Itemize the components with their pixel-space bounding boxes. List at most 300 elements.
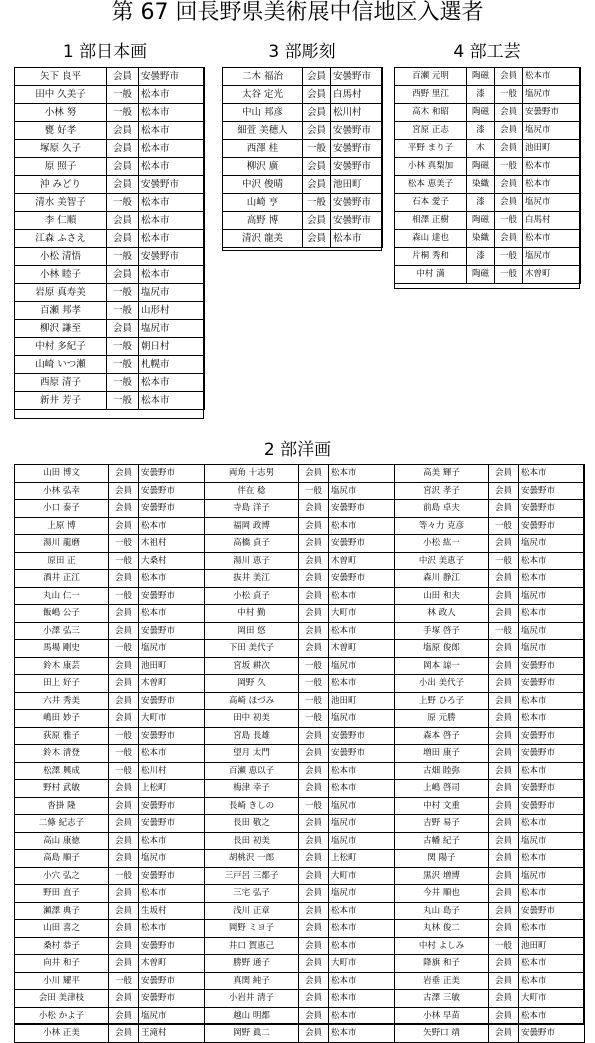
table-row	[15, 500, 205, 518]
name-cell: 田中 久美子	[15, 86, 107, 104]
city-cell: 白馬村	[523, 212, 581, 230]
table-row	[205, 955, 395, 973]
name-cell: 中村 勤	[205, 605, 299, 623]
status-cell: 会員	[489, 990, 519, 1008]
table-row	[205, 902, 395, 920]
name-cell: 鈴木 康芸	[15, 657, 109, 675]
status-cell: 会員	[489, 832, 519, 850]
name-cell: 宮原 正志	[395, 122, 467, 140]
city-cell: 松本市	[331, 230, 383, 248]
name-cell: 小口 泰子	[15, 500, 109, 518]
table-row	[205, 832, 395, 850]
status-cell: 一般	[107, 194, 139, 212]
table-row	[395, 465, 585, 483]
table-row	[395, 104, 581, 122]
city-cell: 塩尻市	[329, 885, 395, 903]
table-row	[395, 885, 585, 903]
status-cell: 会員	[299, 570, 329, 588]
city-cell: 安曇野市	[329, 745, 395, 763]
city-cell: 塩尻市	[523, 194, 581, 212]
table-row	[395, 1007, 585, 1025]
name-cell: 丸山 島子	[395, 902, 489, 920]
city-cell: 松本市	[329, 920, 395, 938]
status-cell: 一般	[109, 745, 139, 763]
name-cell: 清沢 龍美	[223, 230, 303, 248]
city-cell: 松本市	[519, 605, 585, 623]
table-row	[395, 867, 585, 885]
status-cell: 会員	[299, 832, 329, 850]
name-cell: 降旗 和子	[395, 955, 489, 973]
name-cell: 小松 かよ子	[15, 1007, 109, 1025]
table-row	[15, 902, 205, 920]
city-cell: 大町市	[139, 710, 205, 728]
table-row	[223, 230, 383, 248]
status-cell: 会員	[489, 570, 519, 588]
status-cell: 会員	[489, 745, 519, 763]
status-cell: 会員	[495, 104, 523, 122]
name-cell: 下田 美代子	[205, 640, 299, 658]
name-cell: 真関 純子	[205, 972, 299, 990]
category-cell: 木	[467, 140, 495, 158]
name-cell: 勝野 通子	[205, 955, 299, 973]
city-cell: 安曇野市	[331, 158, 383, 176]
table-row	[205, 692, 395, 710]
status-cell: 一般	[107, 104, 139, 122]
table-row	[223, 194, 383, 212]
table-row	[15, 640, 205, 658]
status-cell: 会員	[299, 622, 329, 640]
table-row	[395, 710, 585, 728]
name-cell: 二條 紀志子	[15, 815, 109, 833]
city-cell: 上松町	[139, 780, 205, 798]
city-cell: 松本市	[519, 885, 585, 903]
city-cell: 池田町	[329, 692, 395, 710]
table-row	[15, 832, 205, 850]
name-cell: 前島 卓夫	[395, 500, 489, 518]
name-cell: 森川 静江	[395, 570, 489, 588]
status-cell: 一般	[107, 338, 139, 356]
name-cell: 相澤 正樹	[395, 212, 467, 230]
table-row	[205, 920, 395, 938]
status-cell: 会員	[109, 832, 139, 850]
table-row	[395, 622, 585, 640]
status-cell: 会員	[109, 780, 139, 798]
city-cell: 塩尻市	[523, 86, 581, 104]
city-cell: 松本市	[523, 158, 581, 176]
table-row	[15, 605, 205, 623]
category-cell: 陶磁	[467, 212, 495, 230]
page-title: 第 67 回長野県美術展中信地区入選者	[111, 0, 484, 25]
status-cell: 会員	[303, 68, 331, 86]
status-cell: 会員	[299, 605, 329, 623]
city-cell: 松本市	[519, 972, 585, 990]
name-cell: 小川 耀平	[15, 972, 109, 990]
city-cell: 松本市	[139, 392, 205, 410]
status-cell: 会員	[107, 176, 139, 194]
city-cell: 松本市	[139, 104, 205, 122]
table-row	[395, 955, 585, 973]
table-row	[15, 972, 205, 990]
status-cell: 会員	[299, 587, 329, 605]
name-cell: 沖 みどり	[15, 176, 107, 194]
name-cell: 浅川 正章	[205, 902, 299, 920]
table-row	[395, 815, 585, 833]
city-cell: 安曇野市	[139, 692, 205, 710]
table-row	[223, 104, 383, 122]
city-cell: 安曇野市	[519, 500, 585, 518]
name-cell: 越山 明都	[205, 1007, 299, 1025]
table-row	[15, 937, 205, 955]
status-cell: 会員	[107, 320, 139, 338]
name-cell: 田上 好子	[15, 675, 109, 693]
table-yoga-col1	[14, 464, 205, 1043]
status-cell: 一般	[299, 692, 329, 710]
city-cell: 安曇野市	[331, 194, 383, 212]
name-cell: 中村 多紀子	[15, 338, 107, 356]
name-cell: 増田 康子	[395, 745, 489, 763]
city-cell: 松本市	[519, 710, 585, 728]
table-row	[395, 194, 581, 212]
table-row	[15, 140, 205, 158]
table-row	[15, 284, 205, 302]
name-cell: 百瀬 恵以子	[205, 762, 299, 780]
status-cell: 会員	[299, 535, 329, 553]
name-cell: 馬場 剛史	[15, 640, 109, 658]
name-cell: 岡本 諒一	[395, 657, 489, 675]
table-row	[223, 86, 383, 104]
city-cell: 生坂村	[139, 902, 205, 920]
table-row	[15, 745, 205, 763]
table-row	[205, 937, 395, 955]
table-row	[395, 657, 585, 675]
city-cell: 安曇野市	[139, 482, 205, 500]
name-cell: 岩垂 正美	[395, 972, 489, 990]
table-row	[15, 622, 205, 640]
table-row	[205, 780, 395, 798]
name-cell: 松本 恵美子	[395, 176, 467, 194]
status-cell: 会員	[109, 570, 139, 588]
category-cell: 染織	[467, 176, 495, 194]
name-cell: 百瀬 元明	[395, 68, 467, 86]
table-row	[395, 482, 585, 500]
city-cell: 安曇野市	[519, 657, 585, 675]
table-row	[15, 392, 205, 410]
name-cell: 西澤 桂	[223, 140, 303, 158]
status-cell: 会員	[299, 780, 329, 798]
table-row	[205, 885, 395, 903]
status-cell: 会員	[495, 122, 523, 140]
status-cell: 一般	[299, 675, 329, 693]
city-cell: 松本市	[519, 570, 585, 588]
name-cell: 小林 正美	[15, 1025, 109, 1043]
status-cell: 会員	[109, 920, 139, 938]
name-cell: 会田 美津枝	[15, 990, 109, 1008]
name-cell: 林 政人	[395, 605, 489, 623]
table-row	[15, 465, 205, 483]
name-cell: 上原 博	[15, 517, 109, 535]
table-row	[395, 176, 581, 194]
status-cell: 一般	[109, 587, 139, 605]
table-row	[15, 675, 205, 693]
status-cell: 会員	[109, 482, 139, 500]
name-cell: 原 照子	[15, 158, 107, 176]
name-cell: 今井 順也	[395, 885, 489, 903]
city-cell: 塩尻市	[329, 710, 395, 728]
table-row	[205, 797, 395, 815]
status-cell: 一般	[299, 710, 329, 728]
city-cell: 松本市	[139, 745, 205, 763]
name-cell: 森山 達也	[395, 230, 467, 248]
name-cell: 原田 正	[15, 552, 109, 570]
table-row	[205, 622, 395, 640]
table-row	[15, 815, 205, 833]
city-cell: 松本市	[329, 622, 395, 640]
table-row	[395, 675, 585, 693]
name-cell: 高木 和昭	[395, 104, 467, 122]
name-cell: 関 陽子	[395, 850, 489, 868]
status-cell: 一般	[109, 762, 139, 780]
table-row	[395, 640, 585, 658]
city-cell: 松本市	[139, 230, 205, 248]
name-cell: 小林 弘幸	[15, 482, 109, 500]
city-cell: 松本市	[329, 762, 395, 780]
city-cell: 大町市	[519, 990, 585, 1008]
status-cell: 会員	[303, 158, 331, 176]
city-cell: 松本市	[139, 374, 205, 392]
table-row	[395, 797, 585, 815]
table-row	[395, 552, 585, 570]
city-cell: 松本市	[329, 1007, 395, 1025]
name-cell: 古澤 三敏	[395, 990, 489, 1008]
table-row	[15, 86, 205, 104]
city-cell: 塩尻市	[329, 657, 395, 675]
city-cell: 安曇野市	[519, 902, 585, 920]
city-cell: 上松町	[329, 850, 395, 868]
name-cell: 小松 貞子	[205, 587, 299, 605]
table-row	[205, 465, 395, 483]
city-cell: 塩尻市	[329, 482, 395, 500]
name-cell: 百瀬 邦孝	[15, 302, 107, 320]
table-row	[15, 657, 205, 675]
status-cell: 会員	[489, 902, 519, 920]
city-cell: 松本市	[139, 122, 205, 140]
status-cell: 会員	[303, 104, 331, 122]
name-cell: 古幡 紀子	[395, 832, 489, 850]
city-cell: 松本市	[139, 517, 205, 535]
name-cell: 塚原 久子	[15, 140, 107, 158]
name-cell: 寺島 洋子	[205, 500, 299, 518]
name-cell: 酒井 正江	[15, 570, 109, 588]
table-row	[223, 212, 383, 230]
city-cell: 大町市	[329, 955, 395, 973]
status-cell: 会員	[489, 972, 519, 990]
status-cell: 会員	[299, 465, 329, 483]
name-cell: 中村 よしみ	[395, 937, 489, 955]
status-cell: 一般	[107, 302, 139, 320]
name-cell: 西原 清子	[15, 374, 107, 392]
status-cell: 会員	[489, 605, 519, 623]
name-cell: 細萱 美穂人	[223, 122, 303, 140]
city-cell: 松本市	[329, 675, 395, 693]
table-row	[15, 762, 205, 780]
name-cell: 小松 清悟	[15, 248, 107, 266]
city-cell: 山形村	[139, 302, 205, 320]
table-row	[15, 356, 205, 374]
city-cell: 松本市	[519, 465, 585, 483]
city-cell: 池田町	[519, 937, 585, 955]
name-cell: 中村 文重	[395, 797, 489, 815]
table-row	[15, 990, 205, 1008]
name-cell: 小松 紘一	[395, 535, 489, 553]
table-row	[395, 832, 585, 850]
status-cell: 会員	[109, 815, 139, 833]
category-cell: 漆	[467, 194, 495, 212]
table-row	[395, 780, 585, 798]
table-row	[15, 780, 205, 798]
status-cell: 一般	[107, 392, 139, 410]
name-cell: 手塚 啓子	[395, 622, 489, 640]
name-cell: 森本 啓子	[395, 727, 489, 745]
table-row	[15, 710, 205, 728]
name-cell: 太谷 定光	[223, 86, 303, 104]
table-row	[395, 762, 585, 780]
name-cell: 山崎 いつ瀬	[15, 356, 107, 374]
status-cell: 会員	[109, 622, 139, 640]
status-cell: 会員	[107, 122, 139, 140]
table-kogei	[394, 67, 581, 284]
status-cell: 一般	[107, 284, 139, 302]
city-cell: 池田町	[331, 176, 383, 194]
city-cell: 安曇野市	[139, 867, 205, 885]
name-cell: 伴在 稔	[205, 482, 299, 500]
name-cell: 宮島 長雄	[205, 727, 299, 745]
table-row	[15, 587, 205, 605]
table-row	[205, 552, 395, 570]
status-cell: 会員	[109, 657, 139, 675]
table-row	[15, 482, 205, 500]
name-cell: 古畑 睦弥	[395, 762, 489, 780]
section-title-yoga: 2 部洋画	[263, 440, 332, 460]
city-cell: 松本市	[329, 990, 395, 1008]
status-cell: 一般	[489, 622, 519, 640]
city-cell: 松本市	[139, 194, 205, 212]
city-cell: 塩尻市	[523, 248, 581, 266]
city-cell: 松本市	[519, 692, 585, 710]
table-row	[205, 990, 395, 1008]
category-cell: 陶磁	[467, 104, 495, 122]
table-row	[395, 692, 585, 710]
table-row	[205, 517, 395, 535]
city-cell: 松本市	[139, 158, 205, 176]
city-cell: 札幌市	[139, 356, 205, 374]
table-row	[15, 727, 205, 745]
table-row	[205, 675, 395, 693]
name-cell: 岡野 眞二	[205, 1025, 299, 1043]
table-row	[15, 850, 205, 868]
city-cell: 松本市	[519, 815, 585, 833]
city-cell: 安曇野市	[139, 727, 205, 745]
status-cell: 会員	[495, 230, 523, 248]
name-cell: 矢下 良平	[15, 68, 107, 86]
table-yoga-col3	[394, 464, 585, 1043]
name-cell: 嶋田 妙子	[15, 710, 109, 728]
table-row	[395, 727, 585, 745]
status-cell: 一般	[109, 972, 139, 990]
status-cell: 会員	[303, 122, 331, 140]
city-cell: 安曇野市	[139, 797, 205, 815]
status-cell: 一般	[109, 552, 139, 570]
status-cell: 会員	[303, 86, 331, 104]
name-cell: 福岡 政博	[205, 517, 299, 535]
name-cell: 丸山 仁一	[15, 587, 109, 605]
name-cell: 鈴木 清登	[15, 745, 109, 763]
status-cell: 会員	[495, 68, 523, 86]
status-cell: 会員	[489, 692, 519, 710]
city-cell: 松本市	[139, 885, 205, 903]
name-cell: 山崎 亨	[223, 194, 303, 212]
name-cell: 沓掛 隆	[15, 797, 109, 815]
table-row	[15, 1007, 205, 1025]
city-cell: 朝日村	[139, 338, 205, 356]
name-cell: 黒沢 増博	[395, 867, 489, 885]
table-row	[205, 867, 395, 885]
name-cell: 高美 輝子	[395, 465, 489, 483]
table-row	[15, 552, 205, 570]
status-cell: 一般	[489, 552, 519, 570]
name-cell: 小出 美代子	[395, 675, 489, 693]
status-cell: 会員	[495, 140, 523, 158]
table-row	[395, 920, 585, 938]
status-cell: 会員	[299, 972, 329, 990]
name-cell: 丸林 俊二	[395, 920, 489, 938]
status-cell: 会員	[109, 605, 139, 623]
city-cell: 塩尻市	[523, 122, 581, 140]
city-cell: 安曇野市	[519, 727, 585, 745]
city-cell: 安曇野市	[139, 587, 205, 605]
city-cell: 塩尻市	[139, 850, 205, 868]
table-row	[205, 500, 395, 518]
table-row	[395, 850, 585, 868]
status-cell: 会員	[109, 955, 139, 973]
name-cell: 湯川 恵子	[205, 552, 299, 570]
status-cell: 会員	[109, 1007, 139, 1025]
category-cell: 陶磁	[467, 158, 495, 176]
status-cell: 会員	[299, 990, 329, 1008]
name-cell: 田中 初美	[205, 710, 299, 728]
table-row	[15, 320, 205, 338]
section-title-kogei: 4 部工芸	[453, 42, 521, 62]
status-cell: 会員	[109, 675, 139, 693]
name-cell: 山田 喜之	[15, 920, 109, 938]
status-cell: 会員	[109, 710, 139, 728]
table-row	[395, 902, 585, 920]
city-cell: 安曇野市	[519, 675, 585, 693]
name-cell: 等々力 克彦	[395, 517, 489, 535]
status-cell: 会員	[489, 797, 519, 815]
status-cell: 会員	[299, 850, 329, 868]
city-cell: 塩尻市	[139, 320, 205, 338]
status-cell: 会員	[109, 885, 139, 903]
name-cell: 小林 真梨加	[395, 158, 467, 176]
status-cell: 会員	[299, 955, 329, 973]
table-row	[395, 248, 581, 266]
city-cell: 安曇野市	[139, 972, 205, 990]
table-row	[15, 266, 205, 284]
city-cell: 安曇野市	[139, 990, 205, 1008]
status-cell: 会員	[489, 587, 519, 605]
name-cell: 両角 十志男	[205, 465, 299, 483]
table-row	[395, 937, 585, 955]
